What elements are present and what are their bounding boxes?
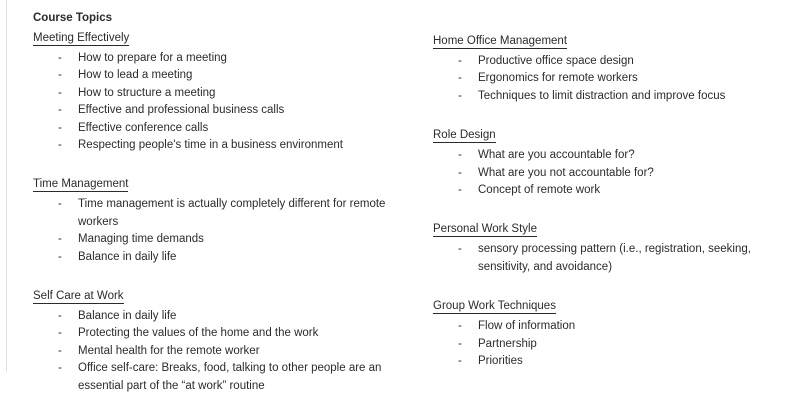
topic-bullet-list	[433, 241, 793, 276]
dash-bullet-icon: -	[58, 86, 62, 99]
dash-bullet-icon: -	[58, 69, 62, 82]
topic-bullet-item	[433, 318, 793, 335]
topic-bullet-text: Time management is actually completely different for remote workers	[78, 198, 386, 228]
topic-bullet-text: Partnership	[478, 337, 537, 350]
topic-bullet-text: What are you accountable for?	[478, 149, 635, 162]
topic-section-personal-work-style	[433, 219, 793, 276]
topic-bullet-item	[433, 147, 793, 164]
topic-bullet-list	[33, 308, 405, 395]
right-section-list	[433, 31, 793, 370]
dash-bullet-icon: -	[458, 337, 462, 350]
dash-bullet-icon: -	[58, 250, 62, 263]
topic-bullet-text: Balance in daily life	[78, 310, 177, 323]
topic-bullet-text: Productive office space design	[478, 55, 634, 67]
topics-column-right	[433, 0, 793, 370]
topic-bullet-list	[433, 53, 793, 105]
dash-bullet-icon: -	[458, 184, 462, 197]
page-edge-rule	[6, 0, 7, 372]
topic-bullet-item	[433, 182, 793, 199]
topic-bullet-text: Managing time demands	[78, 233, 204, 246]
topic-bullet-text: Mental health for the remote worker	[78, 344, 260, 357]
topic-bullet-text: Flow of information	[478, 320, 576, 333]
topic-bullet-item	[433, 241, 793, 276]
topic-bullet-item	[33, 120, 405, 137]
topic-bullet-text: sensory processing pattern (i.e., registration, seeking, sensitivity, and avoidance)	[478, 243, 751, 273]
topic-bullet-item	[433, 336, 793, 353]
dash-bullet-icon: -	[58, 52, 62, 64]
topic-bullet-list	[33, 50, 405, 154]
topic-bullet-item	[33, 67, 405, 84]
dash-bullet-icon: -	[458, 89, 462, 102]
dash-bullet-icon: -	[458, 149, 462, 162]
topic-section-group-work-techniques	[433, 296, 793, 370]
topic-bullet-item	[33, 249, 405, 266]
topics-column-left	[33, 0, 405, 395]
topic-section-role-design	[433, 125, 793, 199]
topic-bullet-text: How to prepare for a meeting	[78, 52, 227, 64]
topic-bullet-text: How to structure a meeting	[78, 86, 216, 99]
topic-bullet-item	[33, 231, 405, 248]
topic-bullet-item	[433, 70, 793, 87]
topic-bullet-text: Balance in daily life	[78, 250, 177, 263]
topic-section-home-office-management	[433, 31, 793, 105]
topic-bullet-text: Concept of remote work	[478, 184, 601, 197]
topic-bullet-text: What are you not accountable for?	[478, 166, 654, 179]
section-heading: Role Design	[433, 129, 496, 142]
topic-bullet-item	[33, 102, 405, 119]
left-section-list	[33, 28, 405, 395]
section-heading: Time Management	[33, 178, 129, 191]
dash-bullet-icon: -	[458, 166, 462, 179]
section-heading: Self Care at Work	[33, 290, 124, 303]
topic-bullet-list	[433, 318, 793, 370]
dash-bullet-icon: -	[58, 310, 62, 323]
dash-bullet-icon: -	[58, 327, 62, 340]
topic-bullet-item	[433, 53, 793, 70]
dash-bullet-icon: -	[458, 55, 462, 67]
topic-bullet-item	[33, 137, 405, 154]
topic-bullet-item	[33, 85, 405, 102]
topic-bullet-text: How to lead a meeting	[78, 69, 193, 82]
topic-section-time-management	[33, 174, 405, 266]
topic-bullet-item	[433, 88, 793, 105]
dash-bullet-icon: -	[58, 344, 62, 357]
dash-bullet-icon: -	[458, 243, 462, 256]
dash-bullet-icon: -	[58, 233, 62, 246]
topic-bullet-text: Techniques to limit distraction and improve focus	[478, 89, 726, 102]
topic-bullet-list	[33, 196, 405, 266]
section-heading: Group Work Techniques	[433, 300, 556, 313]
topic-section-meeting-effectively	[33, 28, 405, 154]
section-heading: Meeting Effectively	[33, 32, 130, 44]
topic-bullet-text: Effective conference calls	[78, 121, 209, 134]
topic-bullet-text: Protecting the values of the home and the work	[78, 327, 319, 340]
dash-bullet-icon: -	[458, 320, 462, 333]
topic-bullet-item	[33, 308, 405, 325]
dash-bullet-icon: -	[58, 139, 62, 152]
topic-bullet-item	[33, 325, 405, 342]
topic-bullet-item	[33, 360, 405, 395]
topic-bullet-item	[33, 50, 405, 67]
topic-bullet-text: Respecting people's time in a business environment	[78, 139, 343, 152]
dash-bullet-icon: -	[58, 198, 62, 211]
topic-bullet-list	[433, 147, 793, 199]
section-heading: Personal Work Style	[433, 223, 537, 236]
topic-bullet-item	[33, 343, 405, 360]
dash-bullet-icon: -	[458, 355, 462, 368]
topic-bullet-text: Ergonomics for remote workers	[478, 72, 638, 85]
topic-bullet-text: Priorities	[478, 355, 523, 368]
topic-bullet-text: Office self-care: Breaks, food, talking to other people are an essential part of the “at work” routine	[78, 362, 382, 392]
dash-bullet-icon: -	[458, 72, 462, 85]
section-heading: Home Office Management	[433, 35, 568, 47]
dash-bullet-icon: -	[58, 362, 62, 375]
dash-bullet-icon: -	[58, 104, 62, 117]
topic-bullet-item	[433, 353, 793, 370]
dash-bullet-icon: -	[58, 121, 62, 134]
topic-bullet-text: Effective and professional business calls	[78, 104, 285, 117]
topic-bullet-item	[33, 196, 405, 231]
topic-bullet-item	[433, 165, 793, 182]
page-title: Course Topics	[33, 12, 113, 24]
topic-section-self-care-at-work	[33, 286, 405, 395]
